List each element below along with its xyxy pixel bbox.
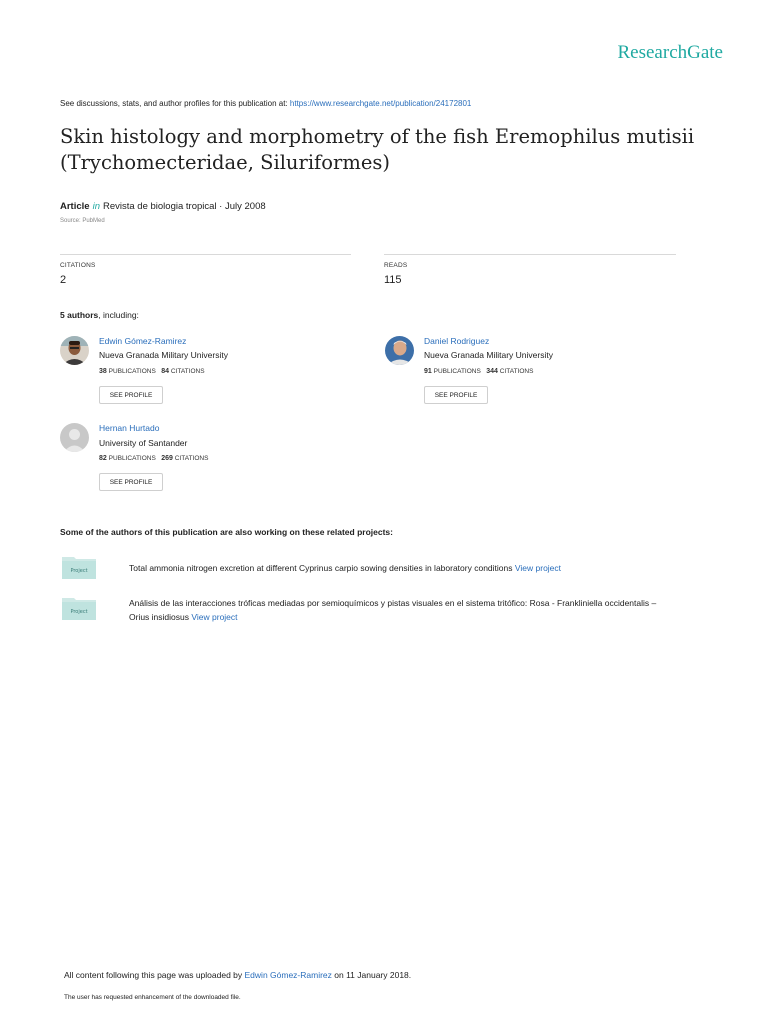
citations-value: 2 [60,274,67,286]
author-avatar-hernan[interactable] [60,423,89,452]
project-folder-icon[interactable] [62,596,96,620]
avatar-photo-icon [385,336,414,365]
upload-notice [64,970,411,980]
project-title-2-line-2: Orius insidiosus [129,612,189,622]
discussion-line [60,99,471,108]
related-projects-header: Some of the authors of this publication are also working on these related projects: [60,527,393,537]
authors-header [60,310,139,320]
avatar-photo-icon [60,336,89,365]
publication-url-link[interactable]: https://www.researchgate.net/publication/24172801 [289,99,472,108]
citations-count: 269 [161,455,173,462]
citations-label: CITATIONS [60,262,96,269]
publication-type: Article [60,201,90,212]
upload-suffix: on 11 January 2018. [331,970,412,980]
citations-divider [60,254,351,255]
project-title-2-line-1: Análisis de las interacciones tróficas mediadas por semioquímicos y pistas visuales en el sistema tritófico: Rosa - Frankliniella occidentalis – [129,598,657,608]
author-stats-edwin [99,368,205,375]
project-folder-icon[interactable] [62,555,96,579]
project-title-1: Total ammonia nitrogen excretion at different Cyprinus carpio sowing densities in laboratory conditions [129,563,513,573]
author-avatar-daniel[interactable] [385,336,414,365]
author-stats-daniel [424,368,533,375]
publications-count: 82 [99,455,107,462]
researchgate-logo[interactable]: ResearchGate [617,42,723,63]
citations-label: CITATIONS [170,368,205,375]
default-user-icon [60,423,89,452]
citations-label: CITATIONS [174,455,209,462]
see-profile-button-daniel[interactable]: SEE PROFILE [424,386,488,404]
publications-label: PUBLICATIONS [108,455,156,462]
author-institution-edwin: Nueva Granada Military University [99,350,228,360]
publication-source: Source: PubMed [60,218,105,224]
see-profile-button-hernan[interactable]: SEE PROFILE [99,473,163,491]
citations-label: CITATIONS [499,368,534,375]
reads-label: READS [384,262,408,269]
publications-count: 38 [99,368,107,375]
author-institution-daniel: Nueva Granada Military University [424,350,553,360]
reads-value: 115 [384,274,402,286]
authors-suffix: , including: [98,310,139,320]
title-line-1: Skin histology and morphometry of the fish Eremophilus mutisii [60,125,695,148]
author-name-edwin[interactable]: Edwin Gómez-Ramirez [99,336,187,346]
folder-icon [62,555,96,579]
view-project-link-1[interactable]: View project [514,563,562,573]
publications-count: 91 [424,368,432,375]
author-institution-hernan: University of Santander [99,438,188,448]
publications-label: PUBLICATIONS [108,368,156,375]
author-avatar-edwin[interactable] [60,336,89,365]
publication-meta [60,201,266,212]
project-item-1 [129,561,729,575]
author-name-daniel[interactable]: Daniel Rodriguez [424,336,490,346]
publication-venue-date: Revista de biologia tropical · July 2008 [102,201,266,212]
discussion-prefix: See discussions, stats, and author profiles for this publication at: [60,99,290,108]
enhancement-note: The user has requested enhancement of the downloaded file. [64,994,241,1001]
authors-count[interactable]: 5 authors [60,310,99,320]
folder-icon [62,596,96,620]
author-stats-hernan [99,455,208,462]
upload-prefix: All content following this page was uploaded by [64,970,245,980]
project-item-2 [129,596,729,624]
view-project-link-2[interactable]: View project [191,612,238,622]
see-profile-button-edwin[interactable]: SEE PROFILE [99,386,163,404]
author-name-hernan[interactable]: Hernan Hurtado [99,423,160,433]
uploader-link[interactable]: Edwin Gómez-Ramirez [244,970,332,980]
citations-count: 344 [486,368,498,375]
publications-label: PUBLICATIONS [433,368,481,375]
citations-count: 84 [161,368,170,375]
reads-divider [384,254,676,255]
in-word: in [92,201,100,212]
project-icon-label: Project [70,609,88,615]
project-icon-label: Project [70,568,88,574]
publication-title [60,124,740,176]
title-line-2: (Trychomecteridae, Siluriformes) [60,151,390,174]
